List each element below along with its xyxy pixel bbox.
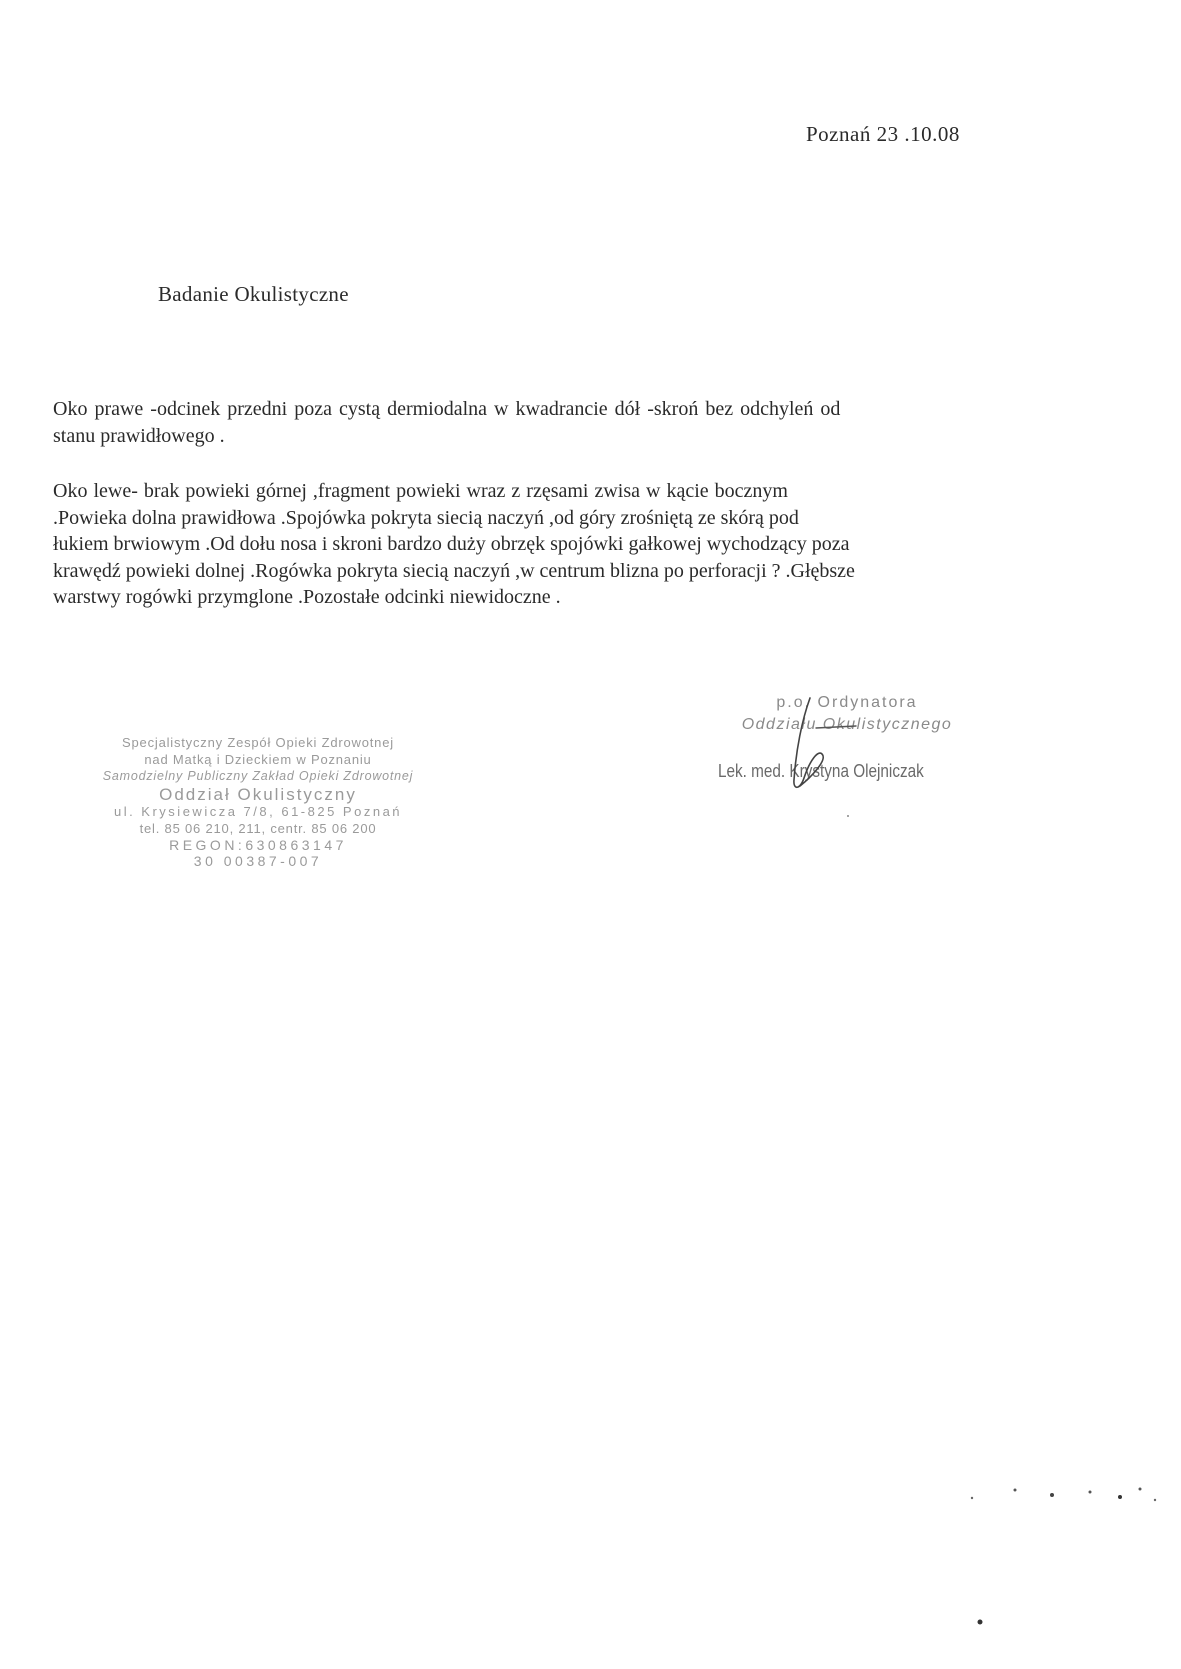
text-line: łukiem brwiowym .Od dołu nosa i skroni bardzo duży obrzęk spojówki gałkowej wychodzący poza [53, 533, 850, 555]
text-line: .Powieka dolna prawidłowa .Spojówka pokryta siecią naczyń ,od góry zrośniętą ze skórą pod [53, 506, 799, 529]
text-line: stanu prawidłowego . [53, 424, 225, 447]
document-title: Badanie Okulistyczne [158, 282, 349, 306]
stamp-line: Samodzielny Publiczny Zakład Opieki Zdrowotnej [102, 769, 414, 783]
text-line: Oko prawe -odcinek przedni poza cystą dermiodalna w kwadrancie dół -skroń bez odchyleń od [53, 398, 841, 420]
stamp-line: ul. Krysiewicza 7/8, 61-825 Poznań [113, 804, 403, 819]
stamp-line: 30 00387-007 [193, 853, 323, 869]
text-line: warstwy rogówki przymglone .Pozostałe odcinki niewidoczne . [53, 586, 561, 608]
signature-stamp-line: p.o. Ordynatora [776, 694, 918, 711]
stamp-line: tel. 85 06 210, 211, centr. 85 06 200 [139, 821, 377, 836]
doctor-name: Lek. med. Krystyna Olejniczak [718, 761, 924, 781]
stamp-line: nad Matką i Dzieckiem w Poznaniu [144, 752, 372, 767]
stamp-line: Oddział Okulistyczny [159, 785, 357, 804]
stamp-line: REGON:630863147 [169, 837, 347, 853]
text-line: krawędź powieki dolnej .Rogówka pokryta siecią naczyń ,w centrum blizna po perforacji ? .Głębsze [53, 559, 855, 582]
stamp-line: Specjalistyczny Zespół Opieki Zdrowotnej [122, 735, 394, 750]
signature-stamp-line: Oddziału Okulistycznego [741, 716, 953, 733]
place-and-date: Poznań 23 .10.08 [806, 122, 960, 146]
text-line: Oko lewe- brak powieki górnej ,fragment powieki wraz z rzęsami zwisa w kącie bocznym [53, 480, 788, 502]
